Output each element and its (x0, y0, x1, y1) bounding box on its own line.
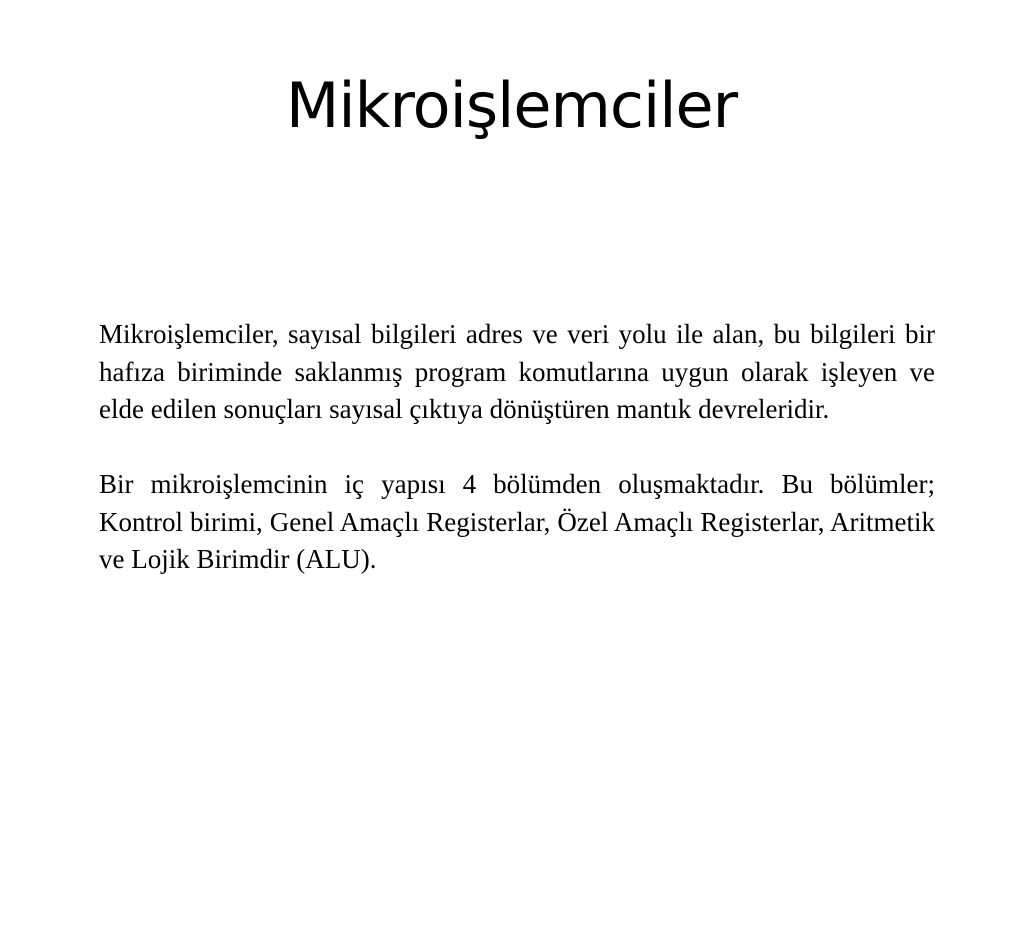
slide-body (99, 316, 935, 579)
slide-title: Mikroişlemciler (285, 69, 738, 142)
paragraph-definition: Mikroişlemciler, sayısal bilgileri adres ve veri yolu ile alan, bu bilgileri bir hafıza biriminde saklanmış program komutlarına uygun olarak işleyen ve elde edilen sonuçları sayısal çıktıya dönüştüren mantık devreleridir. (99, 319, 935, 424)
paragraph-structure: Bir mikroişlemcinin iç yapısı 4 bölümden oluşmaktadır. Bu bölümler; Kontrol birimi, Genel Amaçlı Registerlar, Özel Amaçlı Registerlar, Aritmetik ve Lojik Birimdir (ALU). (99, 469, 935, 574)
